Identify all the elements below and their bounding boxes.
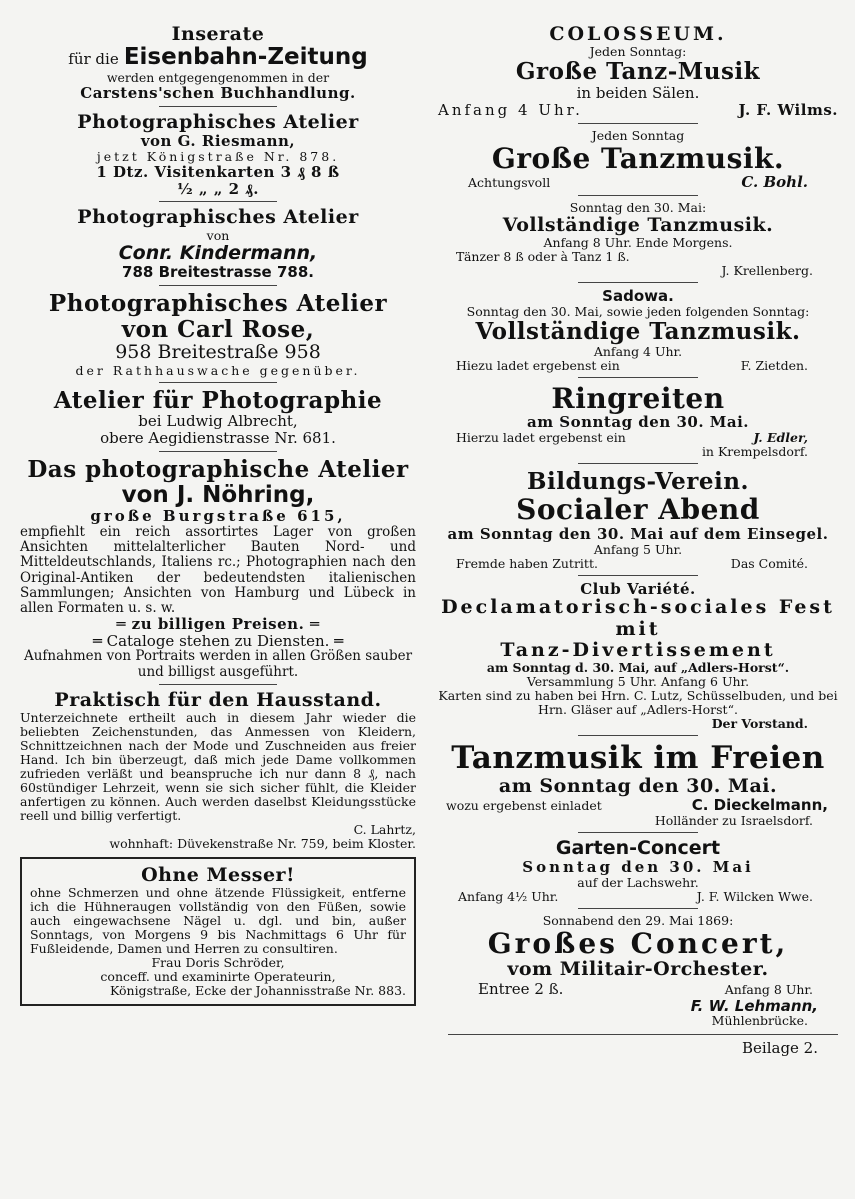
ad-line: Karten sind zu haben bei Hrn. C. Lutz, Schüsselbuden, und bei Hrn. Gläser auf „Adlers-Horst“. bbox=[438, 688, 838, 718]
divider bbox=[578, 282, 698, 283]
ad-title: Sadowa. bbox=[602, 287, 674, 306]
ad-line: Jeden Sonntag bbox=[591, 127, 685, 143]
ad-line: jetzt Königstraße Nr. 878. bbox=[96, 148, 340, 164]
ad-title: Vollständige Tanzmusik. bbox=[502, 213, 774, 236]
ad-tanzmusik-im-freien bbox=[438, 741, 838, 828]
ad-line: in beiden Sälen. bbox=[576, 84, 700, 103]
ad-title: Großes Concert, bbox=[487, 927, 789, 961]
ad-body: Unterzeichnete ertheilt auch in diesem Jahr wieder die beliebten Zeichenstunden, das Anmessen von Kleidern, Schnittzeichnen nach der Mode und Zuschneiden aus freier Hand. Ich bin überzeugt, daß mich jede Dame vollkommen zufrieden verläßt und beanspruche ich nur dann 8 ₰, nach 60stündiger Lehrzeit, wenn sie sich sicher fühlt, die Kleider anfertigen zu können. Auch werden daselbst Kleidungsstücke reell und billig verfertigt. bbox=[20, 709, 416, 823]
ad-line: Anfang 5 Uhr. bbox=[593, 541, 683, 557]
ad-line: Anfang 4 Uhr. bbox=[438, 100, 583, 119]
ad-line: in Krempelsdorf. bbox=[701, 443, 808, 459]
ad-line: von bbox=[206, 227, 230, 243]
right-column bbox=[438, 24, 838, 1057]
ad-body: Aufnahmen von Portraits werden in allen Größen sauber und billigst ausgeführt. bbox=[23, 648, 413, 680]
divider bbox=[578, 735, 698, 736]
ad-line: ═ zu billigen Preisen. ═ bbox=[116, 614, 320, 633]
ad-line: Fremde haben Zutritt. bbox=[456, 555, 598, 571]
ad-albrecht bbox=[20, 388, 416, 447]
ad-line: wozu ergebenst einladet bbox=[446, 798, 602, 814]
ad-signature: J. F. Wilms. bbox=[738, 100, 838, 119]
divider bbox=[578, 463, 698, 464]
ad-rose bbox=[20, 291, 416, 378]
divider bbox=[159, 684, 278, 685]
ad-signature: Der Vorstand. bbox=[711, 716, 808, 732]
ad-line: am Sonntag den 30. Mai. bbox=[526, 412, 750, 431]
ad-line: Große Tanz-Musik bbox=[515, 58, 761, 86]
ad-footer-row bbox=[438, 981, 838, 998]
left-column bbox=[20, 24, 416, 1006]
ad-line: bei Ludwig Albrecht, bbox=[138, 412, 298, 431]
ad-line: am Sonntag den 30. Mai. bbox=[498, 774, 778, 797]
divider bbox=[159, 201, 278, 202]
ad-line: Entree 2 ß. bbox=[478, 979, 564, 998]
ad-line: Sonntag den 30. Mai: bbox=[569, 199, 707, 215]
ad-body: ohne Schmerzen und ohne ätzende Flüssigkeit, entferne ich die Hühneraugen vollständig von den Füßen, sowie auch eingewachsene Nägel u. dgl. und bin, außer Sonntags, von Morgens 9 bis Nachmittags 6 Uhr für Fußleidende, Damen und Herren zu consultiren. bbox=[30, 885, 406, 957]
ad-bildungsverein bbox=[438, 469, 838, 571]
ad-line: der Rathhauswache gegenüber. bbox=[75, 362, 361, 378]
ad-line: Sonntag den 30. Mai bbox=[522, 858, 754, 877]
ad-signature: C. Bohl. bbox=[741, 172, 808, 191]
ad-title: Eisenbahn-Zeitung bbox=[123, 44, 368, 71]
ad-line: Anfang 4½ Uhr. bbox=[458, 889, 559, 905]
ad-line: conceff. und examinirte Operateurin, bbox=[100, 969, 336, 985]
ad-line: obere Aegidienstrasse Nr. 681. bbox=[100, 429, 336, 448]
ad-footer-row bbox=[438, 102, 838, 119]
ad-title: COLOSSEUM. bbox=[549, 23, 727, 45]
ad-colosseum bbox=[438, 24, 838, 119]
ad-line: Tanz-Divertissement bbox=[500, 638, 776, 661]
ad-line: 1 Dtz. Visitenkarten 3 ₰ 8 ß bbox=[96, 162, 340, 181]
ad-title: Das photographische Atelier bbox=[27, 455, 409, 483]
ad-line: wohnhaft: Düvekenstraße Nr. 759, beim Kloster. bbox=[109, 835, 416, 851]
divider bbox=[159, 382, 278, 383]
ad-line: ═ Cataloge stehen zu Diensten. ═ bbox=[92, 631, 344, 650]
ad-title: Photographisches Atelier bbox=[48, 289, 388, 317]
divider bbox=[578, 123, 698, 124]
ad-line: 788 Breitestrasse 788. bbox=[122, 263, 314, 281]
divider bbox=[578, 377, 698, 378]
ad-footer-row bbox=[438, 890, 838, 904]
ad-signature: Das Comité. bbox=[730, 555, 808, 571]
ad-line: Conr. Kindermann, bbox=[118, 241, 318, 264]
ad-line: Hiezu ladet ergebenst ein bbox=[456, 357, 620, 373]
ad-title: Garten-Concert bbox=[555, 837, 721, 860]
ad-title: Photographisches Atelier bbox=[77, 110, 359, 133]
ad-body: empfiehlt ein reich assortirtes Lager von großen Ansichten mittelalterlicher Bauten Nord- und Mitteldeutschlands, Italiens rc.; Photographien nach den Original-Antiken der bedeutendsten italienischen Sammlungen; Ansichten von Hamburg und Lübeck in allen Formaten u. s. w. bbox=[20, 524, 416, 616]
ad-line: von G. Riesmann, bbox=[140, 132, 296, 151]
ad-line: Anfang 4 Uhr. bbox=[593, 343, 683, 359]
divider bbox=[159, 106, 278, 107]
ad-signature: J. Krellenberg. bbox=[721, 263, 813, 279]
ad-line: vom Militair-Orchester. bbox=[507, 958, 769, 981]
ad-title: Bildungs-Verein. bbox=[527, 467, 749, 495]
ad-footer-row bbox=[438, 359, 838, 373]
ad-inserate bbox=[20, 24, 416, 102]
divider bbox=[578, 832, 698, 833]
ad-bohl bbox=[438, 129, 838, 191]
ad-club-variete bbox=[438, 581, 838, 732]
ad-signature: F. Zietden. bbox=[740, 357, 808, 373]
ad-line: am Sonntag den 30. Mai auf dem Einsegel. bbox=[447, 524, 829, 543]
ad-ringreiten bbox=[438, 383, 838, 459]
ad-line: Jeden Sonntag: bbox=[589, 44, 687, 60]
ad-line: 958 Breitestraße 958 bbox=[115, 341, 321, 364]
ad-grosses-concert bbox=[438, 914, 838, 1028]
ad-line: Sonntag den 30. Mai, sowie jeden folgenden Sonntag: bbox=[466, 303, 810, 319]
ad-line: von J. Nöhring, bbox=[121, 481, 315, 508]
ad-hausstand bbox=[20, 690, 416, 851]
ad-signature: J. Edler, bbox=[753, 429, 808, 445]
ad-line: große Burgstraße 615, bbox=[90, 507, 346, 526]
ad-sadowa bbox=[438, 288, 838, 373]
ad-title: Socialer Abend bbox=[516, 493, 760, 527]
ad-line: Holländer zu Israelsdorf. bbox=[654, 813, 813, 829]
ad-line: Tänzer 8 ß oder à Tanz 1 ß. bbox=[456, 249, 630, 265]
ad-footer-row bbox=[438, 174, 838, 191]
ad-signature: C. Lahrtz, bbox=[353, 821, 416, 837]
ad-riesmann bbox=[20, 112, 416, 198]
ad-footer-row bbox=[438, 557, 838, 571]
divider bbox=[578, 908, 698, 909]
page-footer-beilage: Beilage 2. bbox=[742, 1039, 818, 1058]
ad-line: Achtungsvoll bbox=[468, 174, 551, 190]
ad-kindermann bbox=[20, 207, 416, 280]
ad-krellenberg bbox=[438, 201, 838, 278]
ad-line: Sonnabend den 29. Mai 1869: bbox=[542, 913, 734, 929]
ad-line: Hierzu ladet ergebenst ein bbox=[456, 429, 626, 445]
ad-line: Mühlenbrücke. bbox=[711, 1013, 808, 1029]
divider bbox=[159, 451, 278, 452]
ad-line: auf der Lachswehr. bbox=[577, 875, 699, 891]
ad-title: Ohne Messer! bbox=[141, 863, 295, 886]
ad-line: Declamatorisch-sociales Fest mit bbox=[441, 596, 835, 640]
ad-signature: C. Dieckelmann, bbox=[691, 796, 828, 815]
ad-line: für die Eisenbahn-Zeitung bbox=[68, 44, 368, 71]
ad-signature: Frau Doris Schröder, bbox=[151, 955, 285, 971]
ad-line: Vollständige Tanzmusik. bbox=[475, 317, 801, 345]
ad-title: Club Variété. bbox=[580, 579, 696, 598]
ad-line: Anfang 8 Uhr. Ende Morgens. bbox=[543, 235, 733, 251]
ad-title: Ringreiten bbox=[551, 381, 725, 415]
ad-title: Photographisches Atelier bbox=[77, 206, 359, 229]
ad-title: Atelier für Photographie bbox=[53, 386, 383, 414]
ad-footer-row bbox=[438, 797, 838, 814]
ad-title: Inserate bbox=[171, 23, 265, 45]
ad-title: Praktisch für den Hausstand. bbox=[54, 688, 382, 711]
ad-line: Versammlung 5 Uhr. Anfang 6 Uhr. bbox=[526, 674, 750, 690]
divider bbox=[448, 1034, 838, 1035]
ad-line: ½ „ „ 2 ₰. bbox=[177, 179, 259, 198]
ad-ohne-messer bbox=[20, 857, 416, 1006]
ad-garten-concert bbox=[438, 838, 838, 904]
ad-signature: F. W. Lehmann, bbox=[690, 996, 818, 1015]
ad-line: Königstraße, Ecke der Johannisstraße Nr. 883. bbox=[109, 983, 406, 999]
ad-title: Tanzmusik im Freien bbox=[451, 740, 825, 777]
ad-title: Große Tanzmusik. bbox=[491, 141, 785, 175]
ad-noehring bbox=[20, 457, 416, 680]
ad-line: von Carl Rose, bbox=[121, 315, 315, 343]
ad-line: am Sonntag d. 30. Mai, auf „Adlers-Horst“. bbox=[486, 660, 790, 676]
divider bbox=[578, 575, 698, 576]
ad-footer-row bbox=[438, 431, 838, 445]
ad-signature: J. F. Wilcken Wwe. bbox=[696, 889, 813, 905]
ad-line: werden entgegengenommen in der bbox=[106, 70, 330, 86]
ad-line: Carstens'schen Buchhandlung. bbox=[80, 84, 356, 103]
divider bbox=[578, 195, 698, 196]
ad-line: Anfang 8 Uhr. bbox=[724, 981, 813, 997]
divider bbox=[159, 285, 278, 286]
